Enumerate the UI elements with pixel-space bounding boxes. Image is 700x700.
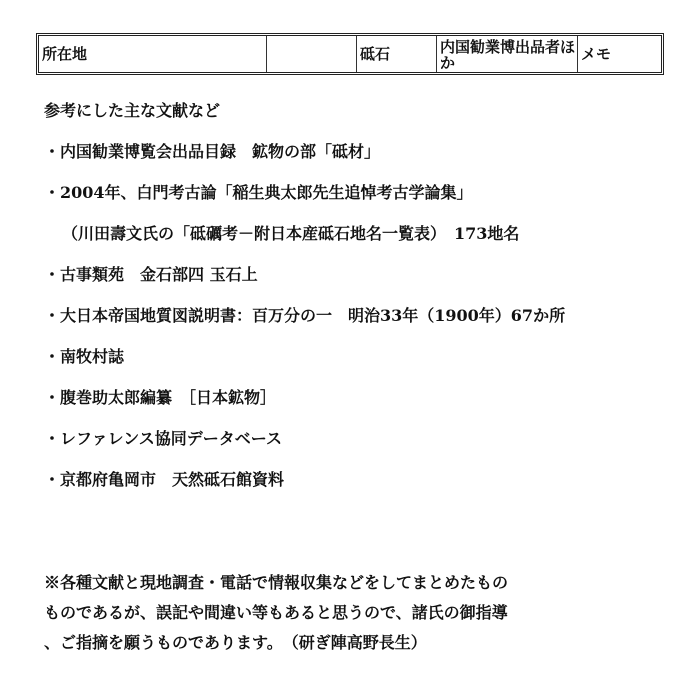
note-line-3: 、ご指摘を願うものであります。 （研ぎ陣高野長生） [44,633,427,652]
header-cell-location: 所在地 [39,36,267,72]
list-item: ・京都府亀岡市 天然砥石館資料 [44,470,285,489]
header-cell-memo: メモ [581,45,612,63]
list-item: ・古事類苑 金石部四 玉石上 [44,265,258,284]
header-cell-blank [267,36,357,72]
list-item: ・南牧村誌 [44,347,125,366]
list-item: ・腹巻助太郎編纂 ［日本鉱物］ [44,388,277,407]
note-line-1: ※各種文献と現地調査・電話で情報収集などをしてまとめたもの [44,573,509,592]
header-table [36,33,664,75]
header-cell-whetstone: 砥石 [357,36,437,72]
list-item: ・大日本帝国地質図説明書：百万分の一 明治33年（1900年）67か所 [44,306,566,325]
list-item: （川田壽文氏の「砥礪考－附日本産砥石地名一覧表） 173地名 [62,224,520,243]
reference-list [44,143,565,512]
references-title: 参考にした主な文献など [44,101,221,120]
closing-note [44,568,664,658]
list-item: ・内国勧業博覧会出品目録 鉱物の部「砥材」 [44,142,381,161]
list-item: ・レファレンス協同データベース [44,429,283,448]
list-item: ・2004年、白門考古論「稲生典太郎先生追悼考古学論集」 [44,183,473,202]
header-cell-exhibitor: 内国勧業博出品者ほか [437,36,578,72]
note-line-2: ものであるが、誤記や間違い等もあると思うので、諸氏の御指導 [44,603,508,622]
